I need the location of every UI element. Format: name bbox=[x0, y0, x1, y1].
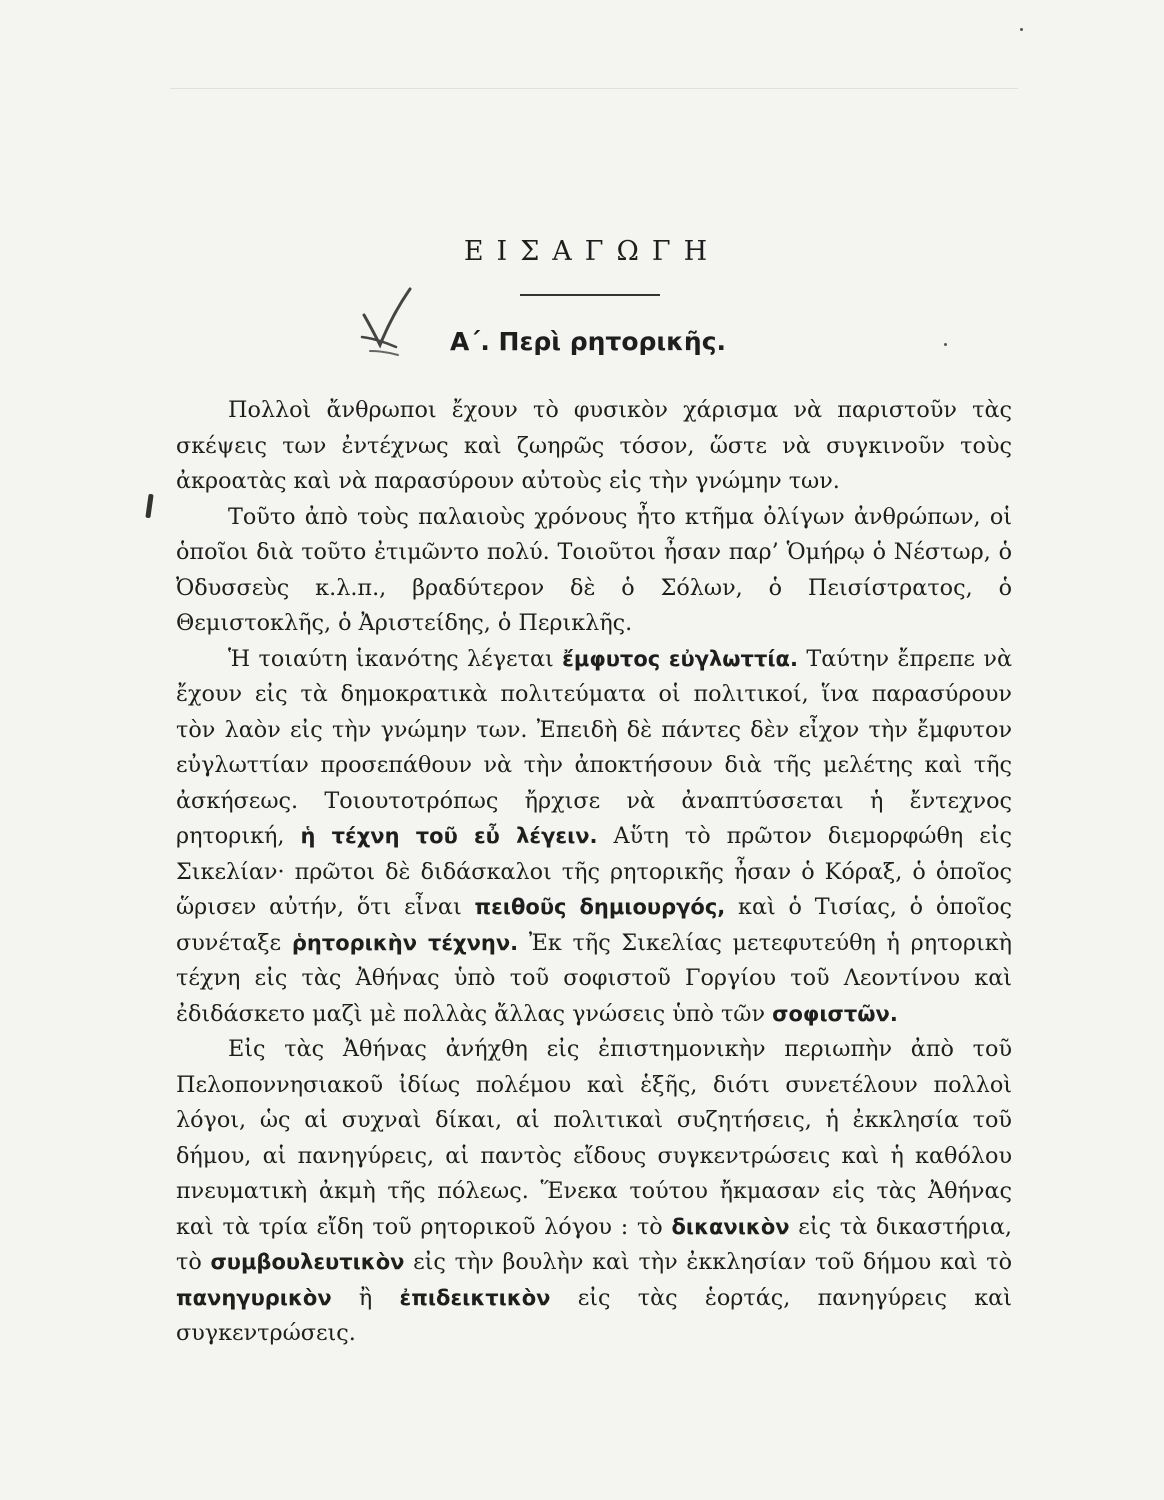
section-heading: Α΄. Περὶ ρητορικῆς. bbox=[449, 327, 727, 356]
text-run: Τοῦτο ἀπὸ τοὺς παλαιοὺς χρόνους ἦτο κτῆμα ὀλίγων ἀνθρώπων, οἱ ὁποῖοι διὰ τοῦτο ἐτιμῶντο πολύ. Τοιοῦτοι ἦσαν παρ’ Ὁμήρῳ ὁ Νέστωρ, ὁ Ὀδυσσεὺς κ.λ.π., βραδύτερον δὲ ὁ Σόλων, ὁ Πεισίστρατος, ὁ Θεμιστοκλῆς, ὁ Ἀριστείδης, ὁ Περικλῆς. bbox=[176, 503, 1012, 636]
bleed-through-rule bbox=[170, 88, 1018, 89]
margin-ink-mark bbox=[145, 494, 153, 518]
ink-speck bbox=[944, 343, 947, 346]
bold-term: ἔμφυτος εὐγλωττία. bbox=[562, 646, 798, 671]
text-run: εἰς τὰ δικαστήρια, τὸ bbox=[176, 1213, 1012, 1275]
text-run: Ταύτην ἔπρεπε νὰ ἔχουν εἰς τὰ δημοκρατικὰ πολιτεύματα οἱ πολιτικοί, ἵνα παρασύρουν τὸν λαὸν εἰς τὴν γνώμην των. Ἐπειδὴ δὲ πάντες δὲν εἶχον τὴν ἔμφυτον εὐγλωττίαν προσεπάθουν νὰ τὴν ἀποκτήσουν διὰ τῆς μελέτης καὶ τῆς ἀσκήσεως. Τοιουτοτρόπως ἤρχισε νὰ ἀναπτύσσεται ἡ ἔντεχνος ρητορική, bbox=[176, 645, 1013, 849]
bold-term: ἡ τέχνη τοῦ εὖ λέγειν. bbox=[300, 824, 598, 848]
bold-term: δικανικὸν bbox=[671, 1214, 790, 1239]
text-run: ἢ bbox=[331, 1284, 400, 1311]
text-run: Εἰς τὰς Ἀθήνας ἀνήχθη εἰς ἐπιστημονικὴν περιωπὴν ἀπὸ τοῦ Πελοποννησιακοῦ ἰδίως πολέμου καὶ ἑξῆς, διότι συνετέλουν πολλοὶ λόγοι, ὡς αἱ συχναὶ δίκαι, αἱ πολιτικαὶ συζητήσεις, ἡ ἐκκλησία τοῦ δήμου, αἱ πανηγύρεις, αἱ παντὸς εἴδους συγκεντρώσεις καὶ ἡ καθόλου πνευματικὴ ἀκμὴ τῆς πόλεως. Ἕνεκα τούτου ἤκμασαν εἰς τὰς Ἀθήνας καὶ τὰ τρία εἴδη τοῦ ρητορικοῦ λόγου : τὸ bbox=[176, 1036, 1012, 1240]
paragraph bbox=[176, 1032, 1012, 1352]
bold-term: ἐπιδεικτικὸν bbox=[399, 1285, 551, 1310]
ink-speck bbox=[1020, 28, 1023, 31]
text-run: Ἡ τοιαύτη ἱκανότης λέγεται bbox=[228, 645, 563, 672]
bold-term: σοφιστῶν. bbox=[772, 1001, 898, 1026]
text-run: Πολλοὶ ἄνθρωποι ἔχουν τὸ φυσικὸν χάρισμα νὰ παριστοῦν τὰς σκέψεις των ἐντέχνως καὶ ζωηρῶς τόσον, ὥστε νὰ συγκινοῦν τοὺς ἀκροατὰς καὶ νὰ παρασύρουν αὐτοὺς εἰς τὴν γνώμην των. bbox=[176, 397, 1012, 494]
paragraph bbox=[176, 393, 1012, 500]
bold-term: πανηγυρικὸν bbox=[176, 1285, 332, 1310]
bold-term: πειθοῦς δημιουργός, bbox=[474, 895, 726, 919]
page-title: ΕΙΣΑΓΩΓΗ bbox=[463, 236, 721, 267]
body-text bbox=[176, 393, 1012, 1352]
text-run: Ἐκ τῆς Σικελίας μετεφυτεύθη ἡ ρητορικὴ τέχνη εἰς τὰς Ἀθήνας ὑπὸ τοῦ σοφιστοῦ Γοργίου τοῦ Λεοντίνου καὶ ἐδιδάσκετο μαζὶ μὲ πολλὰς ἄλλας γνώσεις ὑπὸ τῶν bbox=[176, 929, 1013, 1027]
text-run: Αὕτη τὸ πρῶτον διεμορφώθη εἰς Σικελίαν· πρῶτοι δὲ διδάσκαλοι τῆς ρητορικῆς ἦσαν ὁ Κόραξ, ὁ ὁποῖος ὥρισεν αὐτήν, ὅτι εἶναι bbox=[176, 823, 1013, 920]
title-underline bbox=[520, 294, 660, 296]
bold-term: ῥητορικὴν τέχνην. bbox=[291, 930, 519, 955]
paragraph bbox=[176, 642, 1012, 1033]
text-run: καὶ ὁ Τισίας, ὁ ὁποῖος συνέταξε bbox=[176, 894, 1013, 956]
paragraph bbox=[176, 500, 1012, 642]
text-run: εἰς τὴν βουλὴν καὶ τὴν ἐκκλησίαν τοῦ δήμου καὶ τὸ bbox=[404, 1249, 1012, 1275]
bold-term: συμβουλευτικὸν bbox=[210, 1250, 405, 1274]
text-run: εἰς τὰς ἑορτάς, πανηγύρεις καὶ συγκεντρώσεις. bbox=[176, 1284, 1012, 1346]
